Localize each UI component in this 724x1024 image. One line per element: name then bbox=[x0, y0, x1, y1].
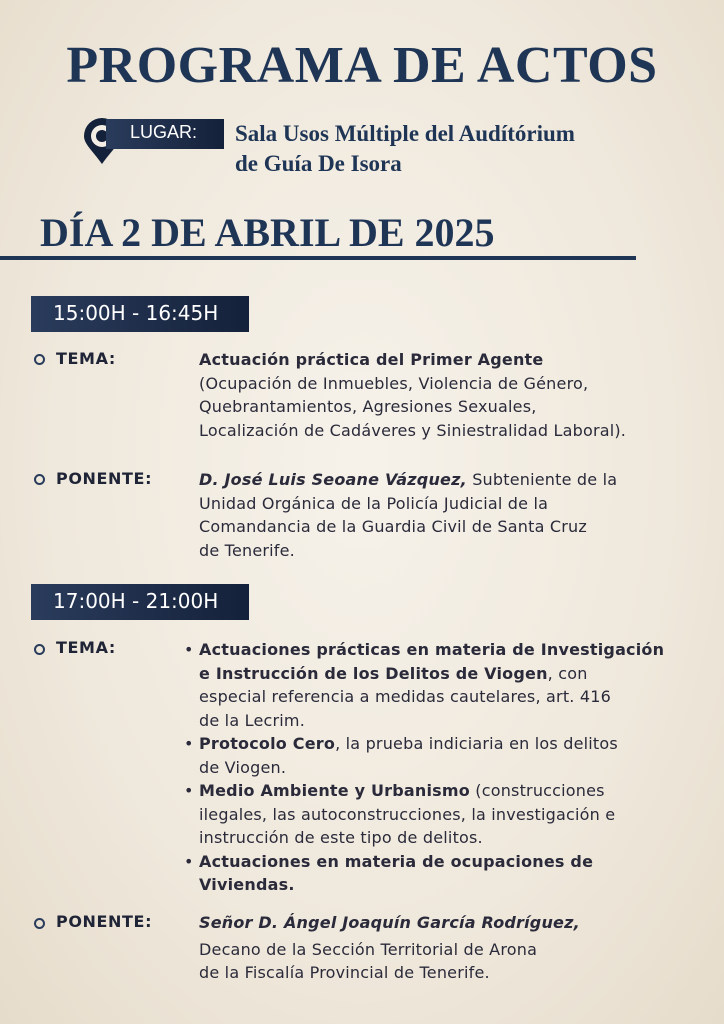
item-text: , la prueba indiciaria en los delitos bbox=[335, 734, 618, 753]
location-line: de Guía De Isora bbox=[235, 151, 402, 176]
list-item bbox=[183, 732, 703, 779]
ponente-line: de la Fiscalía Provincial de Tenerife. bbox=[199, 963, 490, 982]
location-line: Sala Usos Múltiple del Audítórium bbox=[235, 121, 575, 146]
item-text: de Viogen. bbox=[199, 757, 287, 777]
ponente-line: Comandancia de la Guardia Civil de Santa Cruz bbox=[199, 517, 587, 536]
tema-label: TEMA: bbox=[56, 638, 116, 657]
ponente-label: PONENTE: bbox=[56, 469, 153, 488]
tema-line: Quebrantamientos, Agresiones Sexuales, bbox=[199, 397, 537, 416]
ponente-line: Decano de la Sección Territorial de Arona bbox=[199, 939, 538, 959]
item-text: de la Lecrim. bbox=[199, 710, 305, 730]
tema-line: (Ocupación de Inmuebles, Violencia de Género, bbox=[199, 373, 589, 393]
list-item bbox=[183, 638, 703, 732]
date-divider bbox=[0, 256, 636, 260]
bullet-icon bbox=[34, 474, 45, 485]
item-text: ilegales, las autoconstrucciones, la investigación e bbox=[199, 804, 616, 824]
ponente-line: Unidad Orgánica de la Policía Judicial de la bbox=[199, 493, 549, 513]
page-title: PROGRAMA DE ACTOS bbox=[66, 37, 658, 94]
tema-title: Actuación práctica del Primer Agente bbox=[199, 350, 544, 369]
session1-ponente bbox=[199, 468, 699, 562]
bullet-icon bbox=[34, 354, 45, 365]
session2-topics bbox=[183, 638, 703, 897]
item-title: • Actuaciones prácticas en materia de Investigación bbox=[199, 640, 665, 659]
item-title: • Actuaciones en materia de ocupaciones de bbox=[199, 851, 594, 871]
tema-label: TEMA: bbox=[56, 349, 116, 368]
location-label-tag: LUGAR: bbox=[106, 119, 224, 149]
item-title: Medio Ambiente y Urbanismo bbox=[199, 781, 470, 800]
session1-tema bbox=[199, 348, 699, 442]
ponente-name: D. José Luis Seoane Vázquez, bbox=[199, 470, 467, 489]
item-text: , con bbox=[547, 663, 588, 683]
session1-time: 15:00H - 16:45H bbox=[31, 296, 249, 332]
session2-time: 17:00H - 21:00H bbox=[31, 584, 249, 620]
location-text bbox=[235, 119, 705, 179]
ponente-line: de Tenerife. bbox=[199, 540, 295, 560]
event-date: DÍA 2 DE ABRIL DE 2025 bbox=[40, 210, 495, 255]
item-title: e Instrucción de los Delitos de Viogen bbox=[199, 663, 548, 683]
ponente-role: Subteniente de la bbox=[466, 470, 618, 489]
item-text: (construcciones bbox=[469, 781, 605, 800]
list-item bbox=[183, 850, 703, 897]
item-text: instrucción de este tipo de delitos. bbox=[199, 828, 483, 847]
tema-line: Localización de Cadáveres y Siniestralidad Laboral). bbox=[199, 420, 627, 440]
ponente-label: PONENTE: bbox=[56, 912, 153, 931]
item-text: especial referencia a medidas cautelares, art. 416 bbox=[199, 687, 612, 706]
session2-ponente bbox=[199, 911, 699, 985]
item-title: Protocolo Cero bbox=[199, 734, 336, 753]
bullet-icon bbox=[34, 644, 45, 655]
item-title: Viviendas. bbox=[199, 875, 295, 894]
list-item bbox=[183, 779, 703, 850]
bullet-icon bbox=[34, 918, 45, 929]
ponente-name: Señor D. Ángel Joaquín García Rodríguez, bbox=[199, 913, 580, 932]
